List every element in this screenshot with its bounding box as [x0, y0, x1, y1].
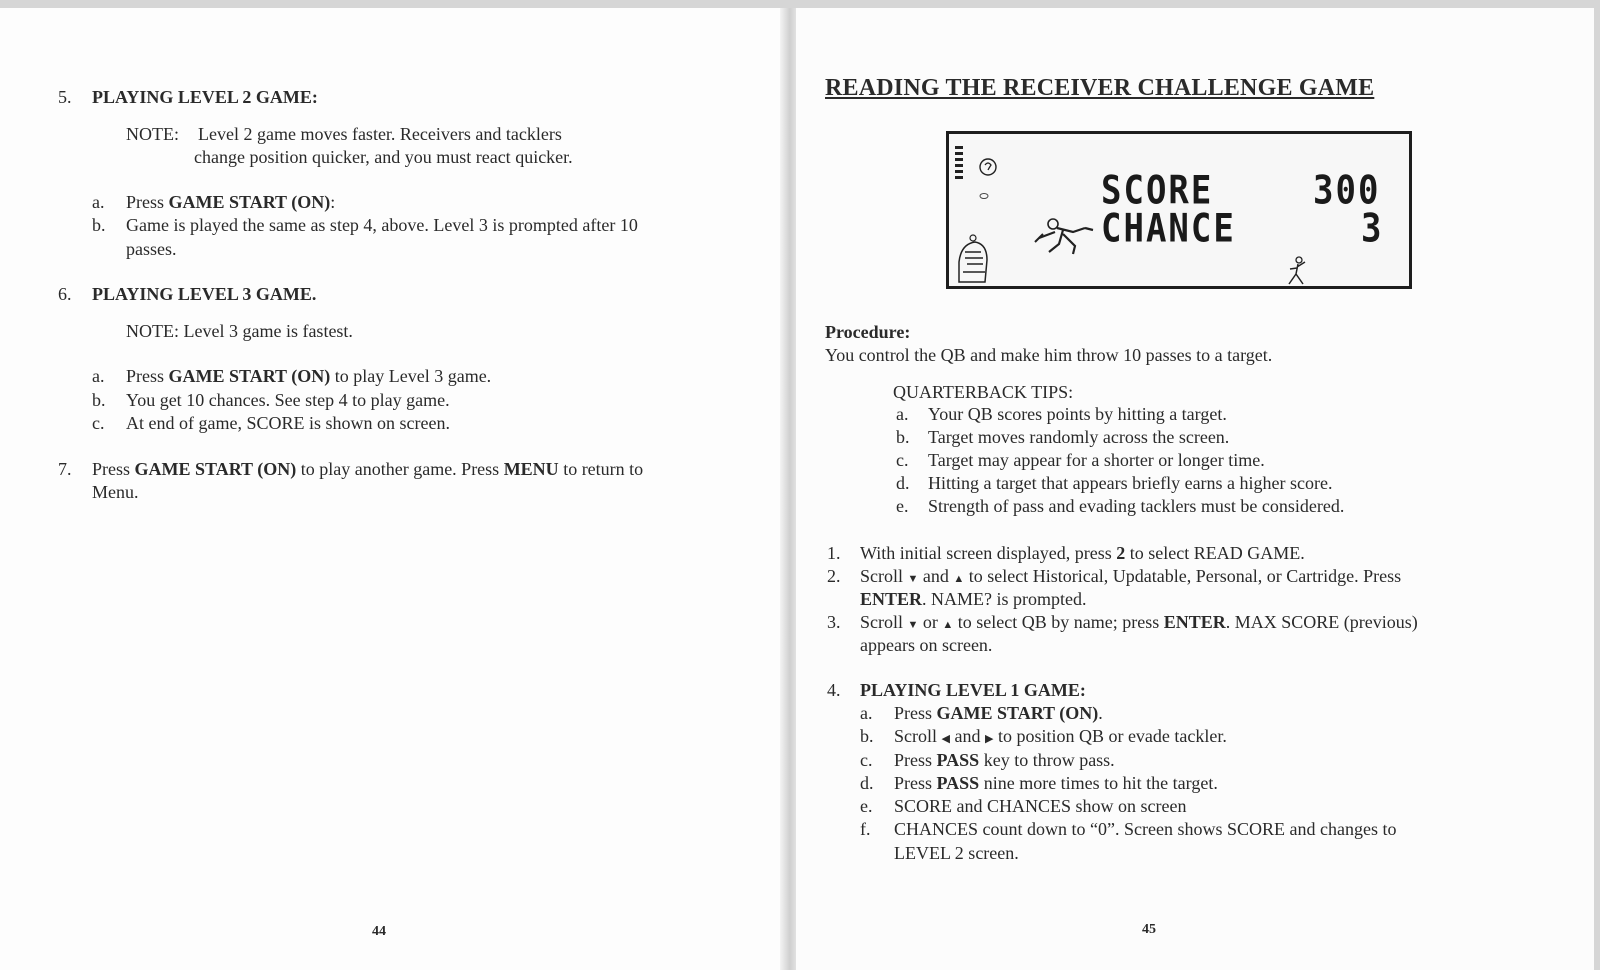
- section-heading: PLAYING LEVEL 1 GAME:: [860, 680, 1086, 700]
- section-number: 5.: [58, 87, 72, 107]
- page-title: READING THE RECEIVER CHALLENGE GAME: [825, 75, 1375, 101]
- step-label: a.: [860, 703, 873, 723]
- step-text: Scroll ▼ or ▲ to select QB by name; press ENTER. MAX SCORE (previous): [860, 610, 1418, 637]
- step-text: Menu.: [92, 482, 139, 502]
- note-text: Level 2 game moves faster. Receivers and tacklers: [198, 124, 562, 144]
- procedure-label: Procedure:: [825, 322, 911, 342]
- left-triangle-icon: ◀: [941, 733, 950, 745]
- step-label: b.: [92, 215, 106, 235]
- tip-text: Target moves randomly across the screen.: [928, 427, 1230, 447]
- up-triangle-icon: ▲: [942, 619, 954, 631]
- step-text: appears on screen.: [860, 635, 993, 655]
- step-label: a.: [92, 366, 105, 386]
- step-text: SCORE and CHANCES show on screen: [894, 796, 1187, 816]
- tip-text: Hitting a target that appears briefly earns a higher score.: [928, 473, 1333, 493]
- lcd-screen: [946, 131, 1412, 289]
- lcd-chance-value: 3: [1361, 206, 1384, 252]
- up-triangle-icon: ▲: [953, 573, 965, 585]
- right-page: [796, 8, 1594, 970]
- step-label: e.: [860, 796, 873, 816]
- tip-label: e.: [896, 496, 909, 516]
- tip-label: a.: [896, 404, 909, 424]
- step-label: a.: [92, 192, 105, 212]
- step-text: CHANCES count down to “0”. Screen shows SCORE and changes to: [894, 819, 1397, 839]
- section-number: 6.: [58, 284, 72, 304]
- whistle-icon: [977, 156, 999, 178]
- tackler-icon: [1033, 212, 1099, 256]
- step-text: passes.: [126, 239, 177, 259]
- quarterback-icon: [1285, 256, 1309, 286]
- step-number: 3.: [827, 612, 841, 632]
- left-page: [0, 8, 790, 970]
- step-label: d.: [860, 773, 874, 793]
- step-number: 2.: [827, 566, 841, 586]
- procedure-text: You control the QB and make him throw 10 passes to a target.: [825, 345, 1273, 365]
- down-triangle-icon: ▼: [907, 573, 919, 585]
- signal-bars-icon: [955, 146, 963, 182]
- tip-label: b.: [896, 427, 910, 447]
- lcd-chance-label: CHANCE: [1101, 206, 1236, 252]
- tip-label: d.: [896, 473, 910, 493]
- football-icon: [979, 192, 989, 200]
- step-text: Press GAME START (ON) to play Level 3 game.: [126, 366, 492, 386]
- lcd-score-value: 300: [1313, 168, 1381, 214]
- note-label: NOTE:: [126, 124, 179, 144]
- step-text: LEVEL 2 screen.: [894, 843, 1019, 863]
- step-text: Press PASS key to throw pass.: [894, 750, 1115, 770]
- tip-label: c.: [896, 450, 909, 470]
- tip-text: Your QB scores points by hitting a target.: [928, 404, 1227, 424]
- step-label: b.: [860, 726, 874, 746]
- note-text: change position quicker, and you must react quicker.: [194, 147, 573, 167]
- step-text: ENTER. NAME? is prompted.: [860, 589, 1087, 609]
- section-heading: PLAYING LEVEL 2 GAME:: [92, 87, 318, 107]
- step-number: 1.: [827, 543, 841, 563]
- step-text: Press PASS nine more times to hit the target.: [894, 773, 1218, 793]
- step-text: With initial screen displayed, press 2 to select READ GAME.: [860, 543, 1305, 563]
- page-number: 44: [372, 924, 386, 939]
- step-label: c.: [92, 413, 105, 433]
- right-triangle-icon: ▶: [984, 733, 994, 745]
- step-text: Press GAME START (ON) to play another game. Press MENU to return to: [92, 459, 644, 479]
- step-label: b.: [92, 390, 106, 410]
- note-text: NOTE: Level 3 game is fastest.: [126, 321, 353, 341]
- step-text: Press GAME START (ON):: [126, 192, 336, 212]
- lcd-score-label: SCORE: [1101, 168, 1214, 214]
- tip-text: Target may appear for a shorter or longer time.: [928, 450, 1265, 470]
- step-text: You get 10 chances. See step 4 to play game.: [126, 390, 450, 410]
- down-triangle-icon: ▼: [907, 619, 919, 631]
- page-number: 45: [1142, 922, 1156, 937]
- step-number: 4.: [827, 680, 841, 700]
- helmet-player-icon: [953, 232, 991, 284]
- step-text: Scroll ◀ and ▶ to position QB or evade tackler.: [894, 724, 1227, 751]
- step-text: At end of game, SCORE is shown on screen.: [126, 413, 450, 433]
- step-label: f.: [860, 819, 871, 839]
- section-heading: PLAYING LEVEL 3 GAME.: [92, 284, 317, 304]
- tip-text: Strength of pass and evading tacklers must be considered.: [928, 496, 1345, 516]
- step-text: Game is played the same as step 4, above. Level 3 is prompted after 10: [126, 215, 638, 235]
- step-label: c.: [860, 750, 873, 770]
- step-text: Press GAME START (ON).: [894, 703, 1103, 723]
- step-text: Scroll ▼ and ▲ to select Historical, Updatable, Personal, or Cartridge. Press: [860, 564, 1401, 591]
- tips-title: QUARTERBACK TIPS:: [893, 382, 1074, 402]
- section-number: 7.: [58, 459, 72, 479]
